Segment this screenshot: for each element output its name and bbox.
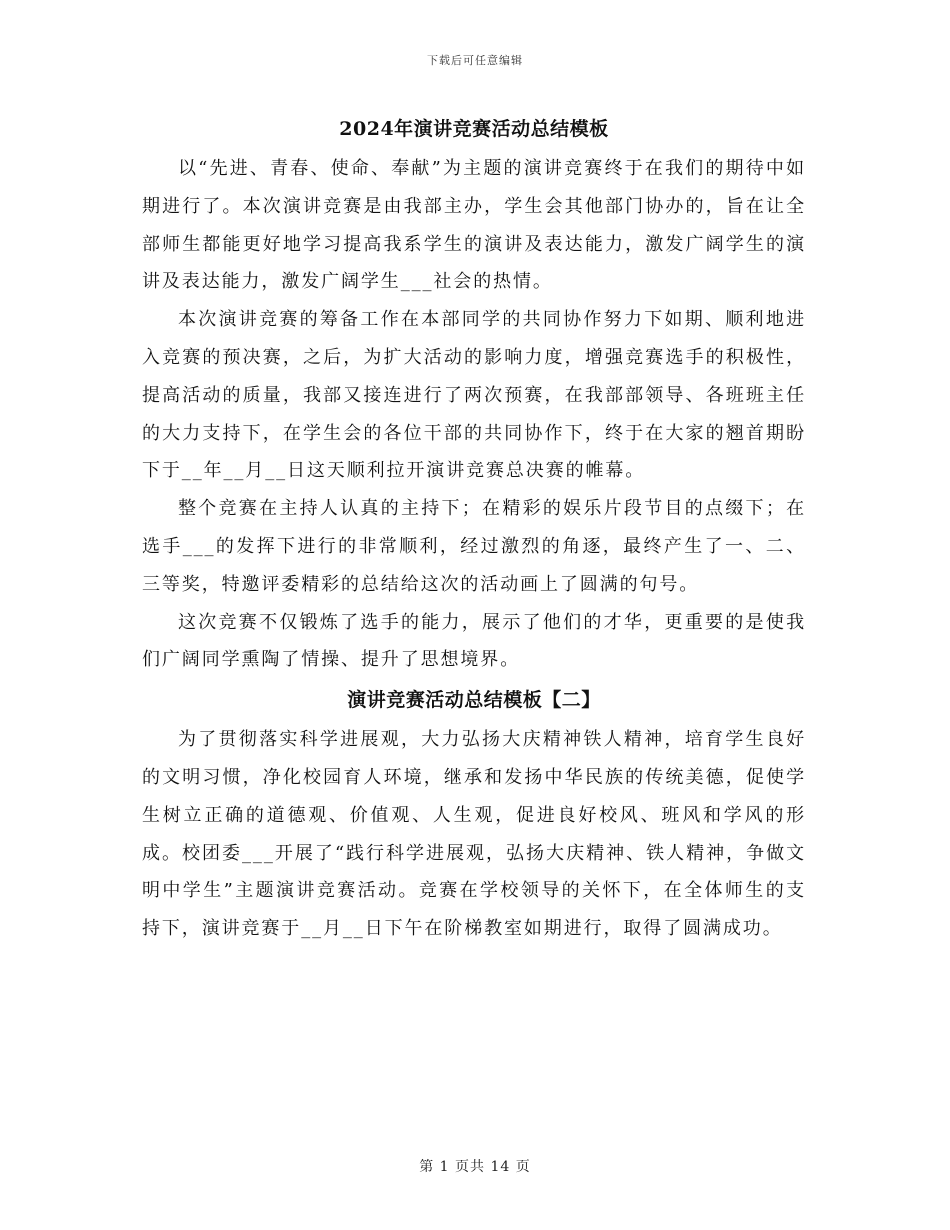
document-body (142, 108, 806, 948)
paragraph: 整个竞赛在主持人认真的主持下；在精彩的娱乐片段节目的点缀下；在选手___的发挥下进行的非常顺利，经过激烈的角逐，最终产生了一、二、三等奖，特邀评委精彩的总结给这次的活动画上了圆满的句号。 (142, 498, 806, 595)
paragraph: 以“先进、青春、使命、奉献”为主题的演讲竞赛终于在我们的期待中如期进行了。本次演讲竞赛是由我部主办，学生会其他部门协办的，旨在让全部师生都能更好地学习提高我系学生的演讲及表达能力，激发广阔学生的演讲及表达能力，激发广阔学生___社会的热情。 (142, 158, 806, 293)
page-header-note: 下载后可任意编辑 (427, 54, 523, 67)
page-number: 第 1 页共 14 页 (419, 1159, 531, 1175)
document-title: 2024年演讲竞赛活动总结模板 (339, 118, 609, 140)
paragraph: 这次竞赛不仅锻炼了选手的能力，展示了他们的才华，更重要的是使我们广阔同学熏陶了情操、提升了思想境界。 (142, 611, 806, 671)
paragraph: 本次演讲竞赛的筹备工作在本部同学的共同协作努力下如期、顺利地进入竞赛的预决赛，之后，为扩大活动的影响力度，增强竞赛选手的积极性，提高活动的质量，我部又接连进行了两次预赛，在我部部领导、各班班主任的大力支持下，在学生会的各位干部的共同协作下，终于在大家的翘首期盼下于__年__月__日这天顺利拉开演讲竞赛总决赛的帷幕。 (142, 309, 806, 482)
section-title: 演讲竞赛活动总结模板【二】 (347, 689, 601, 712)
paragraph: 为了贯彻落实科学进展观，大力弘扬大庆精神铁人精神，培育学生良好的文明习惯，净化校园育人环境，继承和发扬中华民族的传统美德，促使学生树立正确的道德观、价值观、人生观，促进良好校风、班风和学风的形成。校团委___开展了“践行科学进展观，弘扬大庆精神、铁人精神，争做文明中学生”主题演讲竞赛活动。竞赛在学校领导的关怀下，在全体师生的支持下，演讲竞赛于__月__日下午在阶梯教室如期进行，取得了圆满成功。 (142, 729, 806, 940)
